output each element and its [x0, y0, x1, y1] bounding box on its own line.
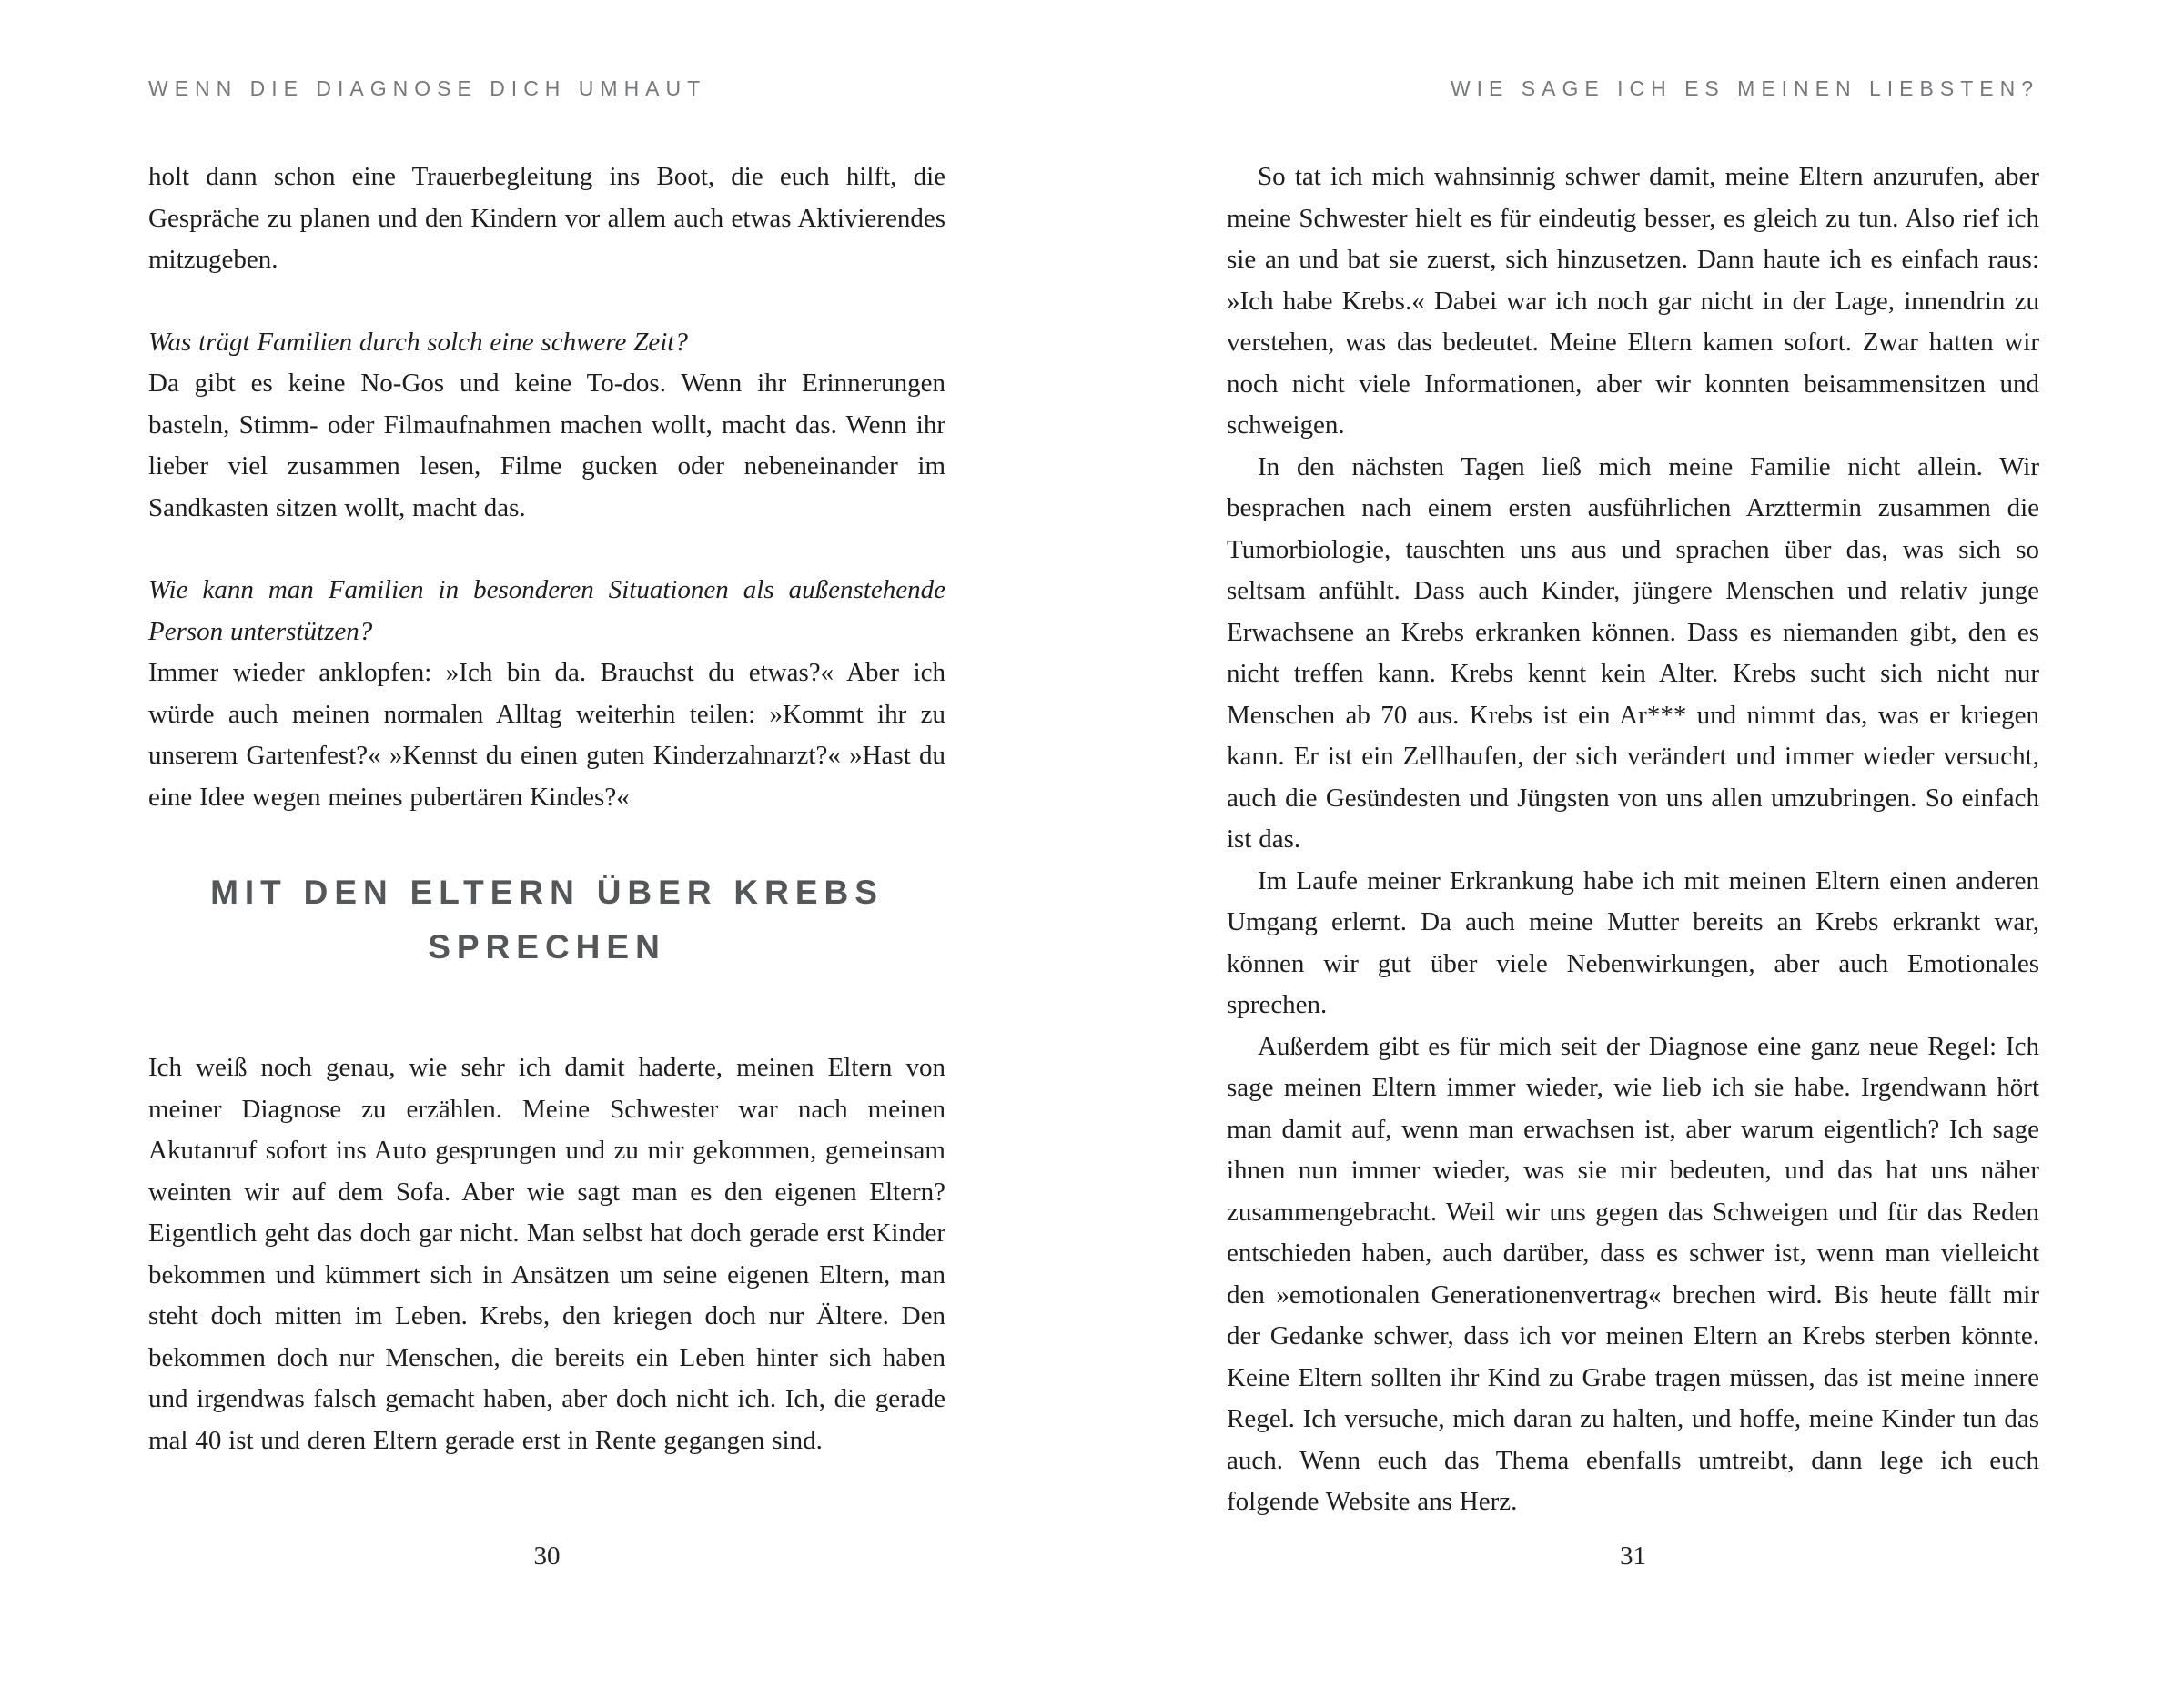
page-number-left: 30 [533, 1542, 561, 1571]
right-text-column [1227, 157, 2039, 1523]
interview-question-1: Was trägt Familien durch solch eine schwere Zeit? [148, 327, 688, 357]
interview-question-2: Wie kann man Familien in besonderen Situationen als außenstehende Person unterstützen? [148, 575, 945, 646]
left-page [148, 0, 945, 1699]
section-heading-line-1: MIT DEN ELTERN ÜBER KREBS [210, 874, 884, 911]
body-paragraph-1: So tat ich mich wahnsinnig schwer damit, meine Eltern anzurufen, aber meine Schwester hielt es für eindeutig besser, es gleich zu tun. Also rief ich sie an und bat sie zuerst, sich hinzusetzen. Dann haute ich es einfach raus: »Ich habe Krebs.« Dabei war ich noch gar nicht in der Lage, innendrin zu verstehen, was das bedeutet. Meine Eltern kamen sofort. Zwar hatten wir noch nicht viele Informationen, aber wir konnten beisammensitzen und schweigen. [1227, 162, 2039, 440]
interview-answer-2: Immer wieder anklopfen: »Ich bin da. Brauchst du etwas?« Aber ich würde auch meinen normalen Alltag weiterhin teilen: »Kommt ihr zu unserem Gartenfest?« »Kennst du einen guten Kinderzahnarzt?« »Hast du eine Idee wegen meines pubertären Kindes?« [148, 658, 945, 812]
running-head-left: WENN DIE DIAGNOSE DICH UMHAUT [148, 76, 707, 100]
closing-paragraph: Ich weiß noch genau, wie sehr ich damit haderte, meinen Eltern von meiner Diagnose zu erzählen. Meine Schwester war nach meinen Akutanruf sofort ins Auto gesprungen und zu mir gekommen, gemeinsam weinten wir auf dem Sofa. Aber wie sagt man es den eigenen Eltern? Eigentlich geht das doch gar nicht. Man selbst hat doch gerade erst Kinder bekommen und kümmert sich in Ansätzen um seine eigenen Eltern, man steht doch mitten im Leben. Krebs, den kriegen doch nur Ältere. Den bekommen doch nur Menschen, die bereits ein Leben hinter sich haben und irgendwas falsch gemacht haben, aber doch nicht ich. Ich, die gerade mal 40 ist und deren Eltern gerade erst in Rente gegangen sind. [148, 1053, 945, 1455]
interview-answer-1: Da gibt es keine No-Gos und keine To-dos. Wenn ihr Erinnerungen basteln, Stimm- oder Filmaufnahmen machen wollt, macht das. Wenn ihr lieber viel zusammen lesen, Filme gucken oder nebeneinander im Sandkasten sitzen wollt, macht das. [148, 369, 945, 522]
body-paragraph-4: Außerdem gibt es für mich seit der Diagnose eine ganz neue Regel: Ich sage meinen Eltern immer wieder, wie lieb ich sie habe. Irgendwann hört man damit auf, wenn man erwachsen ist, aber warum eigentlich? Ich sage ihnen nun immer wieder, was sie mir bedeuten, und das hat uns näher zusammengebracht. Weil wir uns gegen das Schweigen und für das Reden entschieden haben, auch darüber, dass es schwer ist, wenn man vielleicht den »emotionalen Generationenvertrag« brechen wird. Bis heute fällt mir der Gedanke schwer, dass ich vor meinen Eltern an Krebs sterben könnte. Keine Eltern sollten ihr Kind zu Grabe tragen müssen, das ist meine innere Regel. Ich versuche, mich daran zu halten, und hoffe, meine Kinder tun das auch. Wenn euch das Thema ebenfalls umtreibt, dann lege ich euch folgende Website ans Herz. [1227, 1031, 2039, 1516]
intro-paragraph: holt dann schon eine Trauerbegleitung ins Boot, die euch hilft, die Gespräche zu planen und den Kindern vor allem auch etwas Aktivierendes mitzugeben. [148, 162, 945, 274]
running-head-right: WIE SAGE ICH ES MEINEN LIEBSTEN? [1450, 76, 2039, 100]
left-text-column [148, 157, 945, 1461]
section-heading-line-2: SPRECHEN [428, 928, 666, 966]
right-page [1227, 0, 2039, 1699]
body-paragraph-3: Im Laufe meiner Erkrankung habe ich mit meinen Eltern einen anderen Umgang erlernt. Da auch meine Mutter bereits an Krebs erkrankt war, können wir gut über viele Nebenwirkungen, aber auch Emotionales sprechen. [1227, 865, 2039, 1019]
body-paragraph-2: In den nächsten Tagen ließ mich meine Familie nicht allein. Wir besprachen nach einem ersten ausführlichen Arzttermin zusammen die Tumorbiologie, tauschten uns aus und sprachen über das, was sich so seltsam anfühlt. Dass auch Kinder, jüngere Menschen und relativ junge Erwachsene an Krebs erkranken können. Dass es niemanden gibt, den es nicht treffen kann. Krebs kennt kein Alter. Krebs sucht sich nicht nur Menschen ab 70 aus. Krebs ist ein Ar*** und nimmt das, was er kriegen kann. Er ist ein Zellhaufen, der sich verändert und immer wieder versucht, auch die Gesündesten und Jüngsten von uns allen umzubringen. So einfach ist das. [1227, 451, 2039, 854]
section-heading [148, 865, 945, 975]
page-number-right: 31 [1620, 1542, 1646, 1571]
